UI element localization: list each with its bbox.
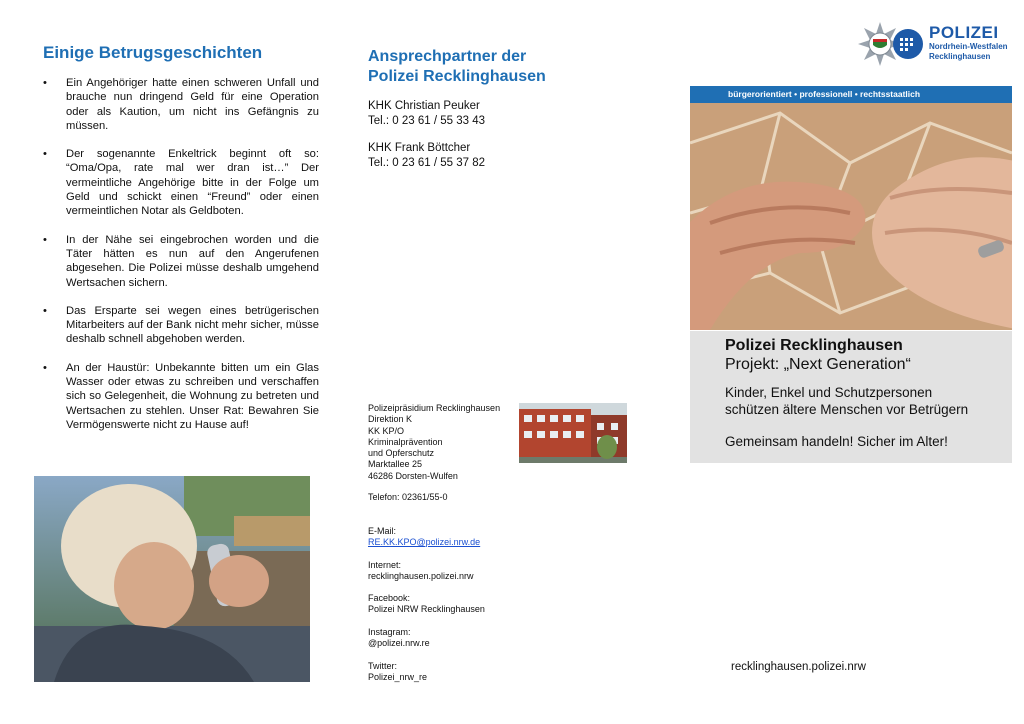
twitter-block	[368, 661, 427, 684]
project-description	[725, 384, 968, 418]
logo-subtitle-state: Nordrhein-Westfalen	[929, 42, 1008, 51]
project-title: Polizei Recklinghausen	[725, 337, 903, 354]
instagram-label: Instagram:	[368, 627, 411, 637]
list-item	[43, 304, 319, 347]
telefon-line: Telefon: 02361/55-0	[368, 492, 448, 502]
slogan-text: bürgerorientiert • professionell • rechtsstaatlich	[728, 89, 921, 99]
project-motto: Gemeinsam handeln! Sicher im Alter!	[725, 434, 948, 449]
email-label: E-Mail:	[368, 526, 397, 536]
contact-name: KHK Frank Böttcher	[368, 142, 471, 154]
bullet-icon: •	[43, 233, 47, 246]
address-block	[368, 403, 500, 482]
address-line: Polizeipräsidium Recklinghausen	[368, 403, 501, 413]
address-line: Marktallee 25	[368, 459, 423, 470]
address-line: Kriminalprävention	[368, 436, 443, 447]
contact-peuker	[368, 99, 485, 128]
contact-name: KHK Christian Peuker	[368, 100, 480, 112]
twitter-label: Twitter:	[368, 661, 398, 671]
story-text: Das Ersparte sei wegen eines betrügerischen Mitarbeiters auf der Bank nicht mehr sicher, müsse deshalb schnell abgehoben werden.	[66, 304, 319, 346]
title-line: Ansprechpartner der	[368, 48, 527, 65]
story-text: In der Nähe sei eingebrochen worden und die Täter hätten es nun auf den Angerufenen abgesehen. Die Polizei müsse deshalb umgehend Wertsachen sichern.	[66, 233, 319, 289]
contact-phone: Tel.: 0 23 61 / 55 33 43	[368, 114, 486, 127]
internet-value: recklinghausen.polizei.nrw	[368, 571, 474, 582]
description-line: schützen ältere Menschen vor Betrügern	[725, 402, 969, 417]
story-text: An der Haustür: Unbekannte bitten um ein Glas Wasser oder etwas zu schreiben und verschaffen sich so Gelegenheit, die Wohnung zu betreten und Wertsachen zu stehlen. Unser Rat: Bewahren Sie Vermögenswerte nicht zu Hause auf!	[66, 361, 319, 431]
police-building-photo	[519, 403, 627, 463]
bullet-icon: •	[43, 148, 47, 161]
slogan-banner	[690, 86, 1012, 103]
logo-subtitle-city: Recklinghausen	[929, 52, 991, 61]
website-url: recklinghausen.polizei.nrw	[731, 661, 866, 673]
logo-title: POLIZEI	[929, 23, 999, 42]
list-item	[43, 233, 319, 290]
address-line: KK KP/O	[368, 425, 405, 436]
facebook-label: Facebook:	[368, 593, 411, 603]
address-line: und Opferschutz	[368, 448, 435, 459]
list-item	[43, 361, 319, 432]
hands-mosaic-photo	[690, 103, 1012, 330]
address-line: 46286 Dorsten-Wulfen	[368, 470, 458, 481]
contact-boettcher	[368, 141, 485, 170]
elderly-person-phone-photo	[34, 476, 310, 682]
section-title-ansprechpartner	[368, 47, 546, 87]
list-item	[43, 147, 319, 218]
fraud-story-list	[43, 76, 319, 446]
bullet-icon: •	[43, 304, 47, 317]
facebook-value: Polizei NRW Recklinghausen	[368, 604, 485, 615]
project-subtitle: Projekt: „Next Generation“	[725, 356, 911, 373]
description-line: Kinder, Enkel und Schutzpersonen	[725, 385, 933, 400]
section-title-betrugsgeschichten: Einige Betrugsgeschichten	[43, 43, 263, 62]
list-item	[43, 76, 319, 133]
bullet-icon: •	[43, 361, 47, 374]
instagram-value: @polizei.nrw.re	[368, 638, 430, 649]
title-line: Polizei Recklinghausen	[368, 68, 546, 85]
nrw-police-star-icon	[858, 20, 924, 68]
twitter-value: Polizei_nrw_re	[368, 672, 428, 683]
email-block	[368, 526, 480, 549]
bullet-icon: •	[43, 77, 47, 89]
contact-phone: Tel.: 0 23 61 / 55 37 82	[368, 156, 486, 169]
story-text: Der sogenannte Enkeltrick beginnt oft so: “Oma/Opa, rate mal wer dran ist…” Der vermeintliche Angehörige bitte in der Folge um Geld und schickt einen “Freund” oder einen vermeintlichen Notar als Geldboten.	[66, 148, 319, 218]
email-link[interactable]: RE.KK.KPO@polizei.nrw.de	[368, 537, 481, 548]
instagram-block	[368, 627, 430, 650]
internet-block	[368, 560, 474, 583]
facebook-block	[368, 593, 485, 616]
internet-label: Internet:	[368, 560, 402, 570]
story-text: Ein Angehöriger hatte einen schweren Unfall und brauche nun dringend Geld für eine Operation oder als Kaution, um nicht ins Gefängnis zu müssen.	[66, 77, 319, 132]
address-line: Direktion K	[368, 414, 413, 425]
